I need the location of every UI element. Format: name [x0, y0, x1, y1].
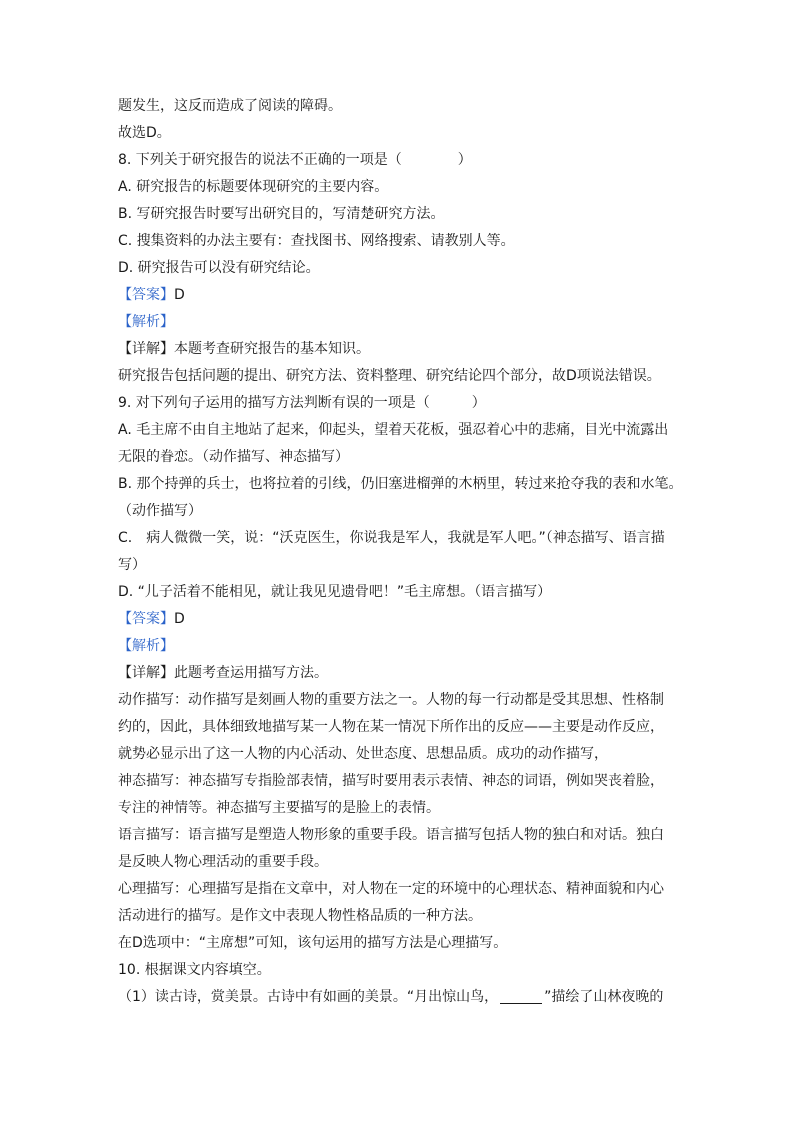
- analysis-line: [118, 309, 688, 336]
- question-8-option-a: A. 研究报告的标题要体现研究的主要内容。: [118, 179, 389, 195]
- question-8-option-d: D. 研究报告可以没有研究结论。: [118, 260, 320, 276]
- text-line: 语言描写：语言描写是塑造人物形象的重要手段。语言描写包括人物的独白和对话。独白: [118, 827, 664, 843]
- answer-tag: 【答案】: [118, 287, 174, 303]
- text-line: 约的，因此，具体细致地描写某一人物在某一情况下所作出的反应——主要是动作反应，: [118, 719, 664, 735]
- question-9-option-b: B. 那个持弹的兵士，也将拉着的引线，仍旧塞进榴弹的木柄里，转过来抢夺我的表和水笔。: [118, 476, 683, 492]
- analysis-line: [118, 633, 688, 660]
- text-line: （动作描写）: [118, 503, 202, 519]
- text-line: 神态描写：神态描写专指脸部表情，描写时要用表示表情、神态的词语，例如哭丧着脸，: [118, 773, 664, 789]
- answer-value: D: [174, 287, 185, 303]
- document-page: [118, 93, 688, 1011]
- text-line: 就势必显示出了这一人物的内心活动、处世态度、思想品质。成功的动作描写，: [118, 746, 608, 762]
- text-line: 故选D。: [118, 125, 171, 141]
- text-line: 在D选项中：“主席想”可知，该句运用的描写方法是心理描写。: [118, 935, 508, 951]
- detail-line: 【详解】此题考查运用描写方法。: [118, 665, 328, 681]
- part-1-text-end: ”描绘了山林夜晚的: [544, 989, 664, 1005]
- question-9-option-c: C. 病人微微一笑，说：“沃克医生，你说我是军人，我就是军人吧。”（神态描写、语言描: [118, 530, 665, 546]
- part-1-text: （1）读古诗，赏美景。古诗中有如画的美景。“月出惊山鸟，: [118, 989, 499, 1005]
- question-8-option-c: C. 搜集资料的办法主要有：查找图书、网络搜索、请教别人等。: [118, 233, 515, 249]
- fill-in-blank: [500, 988, 542, 1004]
- question-9-option-d: D. “儿子活着不能相见，就让我见见遗骨吧！”毛主席想。（语言描写）: [118, 584, 552, 600]
- question-9-option-a: A. 毛主席不由自主地站了起来，仰起头，望着天花板，强忍着心中的悲痛，目光中流露出: [118, 422, 669, 438]
- analysis-tag: 【解析】: [118, 314, 174, 330]
- analysis-tag: 【解析】: [118, 638, 174, 654]
- question-10-part-1: [118, 984, 688, 1011]
- text-line: 写）: [118, 557, 146, 573]
- question-9-stem: 9. 对下列句子运用的描写方法判断有误的一项是（ ）: [118, 395, 486, 411]
- text-line: 研究报告包括问题的提出、研究方法、资料整理、研究结论四个部分，故D项说法错误。: [118, 368, 661, 384]
- text-line: 是反映人物心理活动的重要手段。: [118, 854, 328, 870]
- answer-line: [118, 282, 688, 309]
- answer-line: [118, 606, 688, 633]
- text-line: 动作描写：动作描写是刻画人物的重要方法之一。人物的每一行动都是受其思想、性格制: [118, 692, 664, 708]
- detail-line: 【详解】本题考查研究报告的基本知识。: [118, 341, 370, 357]
- question-10-stem: 10. 根据课文内容填空。: [118, 962, 271, 978]
- text-line: 无限的眷恋。（动作描写、神态描写）: [118, 449, 349, 465]
- answer-value: D: [174, 611, 185, 627]
- answer-tag: 【答案】: [118, 611, 174, 627]
- text-line: 专注的神情等。神态描写主要描写的是脸上的表情。: [118, 800, 440, 816]
- question-8-stem: 8. 下列关于研究报告的说法不正确的一项是（ ）: [118, 152, 472, 168]
- text-line: 心理描写：心理描写是指在文章中，对人物在一定的环境中的心理状态、精神面貌和内心: [118, 881, 664, 897]
- text-line: 活动进行的描写。是作文中表现人物性格品质的一种方法。: [118, 908, 482, 924]
- text-line: 题发生，这反而造成了阅读的障碍。: [118, 98, 342, 114]
- question-8-option-b: B. 写研究报告时要写出研究目的，写清楚研究方法。: [118, 206, 445, 222]
